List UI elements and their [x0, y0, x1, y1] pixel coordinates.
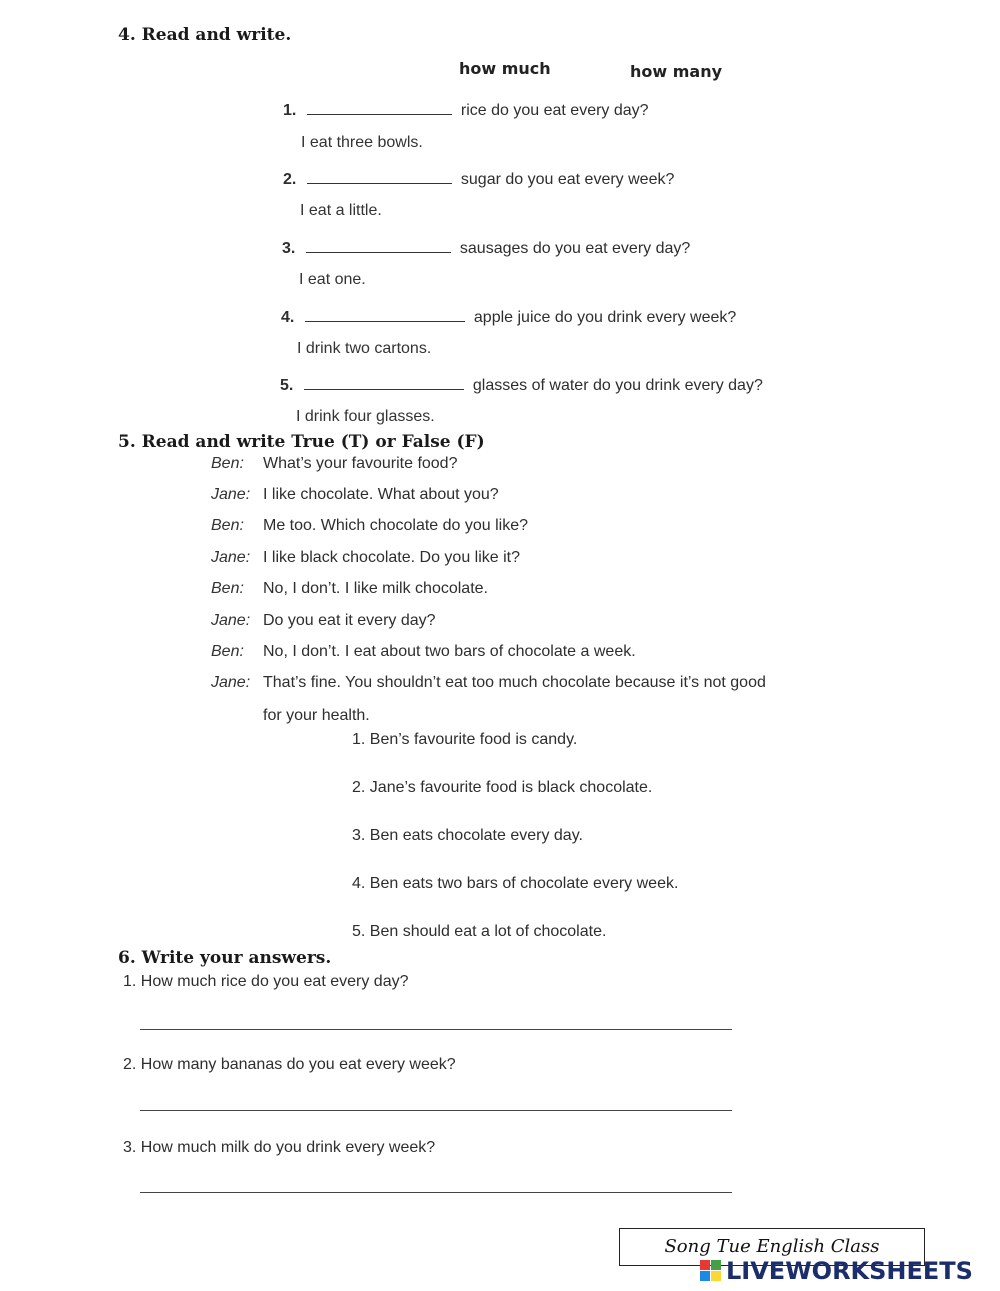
tf-number: 1.	[352, 731, 366, 748]
tf-statement	[352, 923, 606, 941]
answer-blank[interactable]	[307, 113, 452, 115]
s4-answer-2: I eat a little.	[300, 202, 382, 219]
s6-question-1	[123, 973, 408, 991]
dialogue-text: Do you eat it every day?	[263, 612, 436, 629]
dialogue-text: No, I don’t. I like milk chocolate.	[263, 580, 488, 597]
tf-statement	[352, 875, 678, 893]
dialogue-line	[211, 612, 436, 630]
dialogue-text: I like black chocolate. Do you like it?	[263, 549, 521, 566]
answer-line[interactable]	[140, 1192, 732, 1193]
tf-text: Jane’s favourite food is black chocolate.	[369, 779, 653, 796]
tf-statement	[352, 827, 583, 845]
tf-number: 5.	[352, 923, 366, 940]
s6-question-text: How many bananas do you eat every week?	[140, 1056, 456, 1073]
dialogue-line	[211, 455, 457, 473]
tf-number: 3.	[352, 827, 366, 844]
tf-number: 2.	[352, 779, 366, 796]
s6-question-text: How much milk do you drink every week?	[140, 1139, 436, 1156]
section-5-heading: 5. Read and write True (T) or False (F)	[118, 432, 485, 452]
s4-answer-4: I drink two cartons.	[297, 340, 432, 357]
option-how-much: how much	[459, 59, 551, 78]
s4-item-4	[281, 309, 736, 327]
answer-line[interactable]	[140, 1110, 732, 1111]
answer-line[interactable]	[140, 1029, 732, 1030]
tf-statement	[352, 731, 577, 749]
dialogue-line	[211, 643, 636, 661]
s4-item-number: 5.	[280, 377, 294, 394]
s6-number: 2.	[123, 1056, 137, 1073]
tf-text: Ben eats two bars of chocolate every week.	[369, 875, 679, 892]
speaker: Jane:	[211, 549, 251, 566]
dialogue-continuation: for your health.	[263, 707, 370, 724]
tf-number: 4.	[352, 875, 366, 892]
dialogue-line	[211, 674, 766, 692]
speaker: Ben:	[211, 455, 244, 472]
s4-item-number: 2.	[283, 171, 297, 188]
liveworksheets-brand: LIVEWORKSHEETS	[726, 1257, 973, 1285]
s6-question-text: How much rice do you eat every day?	[140, 973, 409, 990]
section-6-heading: 6. Write your answers.	[118, 948, 332, 968]
speaker: Jane:	[211, 612, 251, 629]
s4-item-number: 4.	[281, 309, 295, 326]
answer-blank[interactable]	[306, 251, 451, 253]
s6-number: 3.	[123, 1139, 137, 1156]
dialogue-line	[211, 486, 499, 504]
speaker: Jane:	[211, 674, 251, 691]
liveworksheets-icon	[700, 1260, 722, 1282]
speaker: Ben:	[211, 643, 244, 660]
dialogue-text: What’s your favourite food?	[263, 455, 458, 472]
answer-blank[interactable]	[304, 388, 464, 390]
s4-question-text: glasses of water do you drink every day?	[472, 377, 763, 394]
s6-number: 1.	[123, 973, 137, 990]
class-name: Song Tue English Class	[664, 1236, 880, 1257]
speaker: Jane:	[211, 486, 251, 503]
s4-question-text: apple juice do you drink every week?	[473, 309, 737, 326]
s4-item-2	[283, 171, 674, 189]
s4-question-text: rice do you eat every day?	[460, 102, 649, 119]
option-how-many: how many	[630, 62, 723, 81]
speaker: Ben:	[211, 517, 244, 534]
s4-answer-5: I drink four glasses.	[296, 408, 435, 425]
tf-text: Ben’s favourite food is candy.	[369, 731, 578, 748]
dialogue-line	[211, 549, 520, 567]
dialogue-text: That’s fine. You shouldn’t eat too much chocolate because it’s not good	[263, 674, 766, 691]
s6-question-3	[123, 1139, 435, 1157]
s4-item-3	[282, 240, 690, 258]
s4-item-5	[280, 377, 763, 395]
s4-answer-3: I eat one.	[299, 271, 366, 288]
section-4-heading: 4. Read and write.	[118, 25, 292, 45]
s4-question-text: sausages do you eat every day?	[459, 240, 691, 257]
tf-statement	[352, 779, 652, 797]
tf-text: Ben should eat a lot of chocolate.	[369, 923, 607, 940]
dialogue-line	[211, 580, 488, 598]
speaker: Ben:	[211, 580, 244, 597]
s4-item-number: 1.	[283, 102, 297, 119]
s4-item-1	[283, 102, 649, 120]
dialogue-text: Me too. Which chocolate do you like?	[263, 517, 529, 534]
dialogue-text: No, I don’t. I eat about two bars of chocolate a week.	[263, 643, 636, 660]
answer-blank[interactable]	[307, 182, 452, 184]
liveworksheets-logo	[700, 1257, 973, 1285]
answer-blank[interactable]	[305, 320, 465, 322]
s4-question-text: sugar do you eat every week?	[460, 171, 675, 188]
dialogue-text: I like chocolate. What about you?	[263, 486, 499, 503]
tf-text: Ben eats chocolate every day.	[369, 827, 583, 844]
s4-item-number: 3.	[282, 240, 296, 257]
s6-question-2	[123, 1056, 456, 1074]
dialogue-line	[211, 517, 528, 535]
s4-answer-1: I eat three bowls.	[301, 134, 423, 151]
